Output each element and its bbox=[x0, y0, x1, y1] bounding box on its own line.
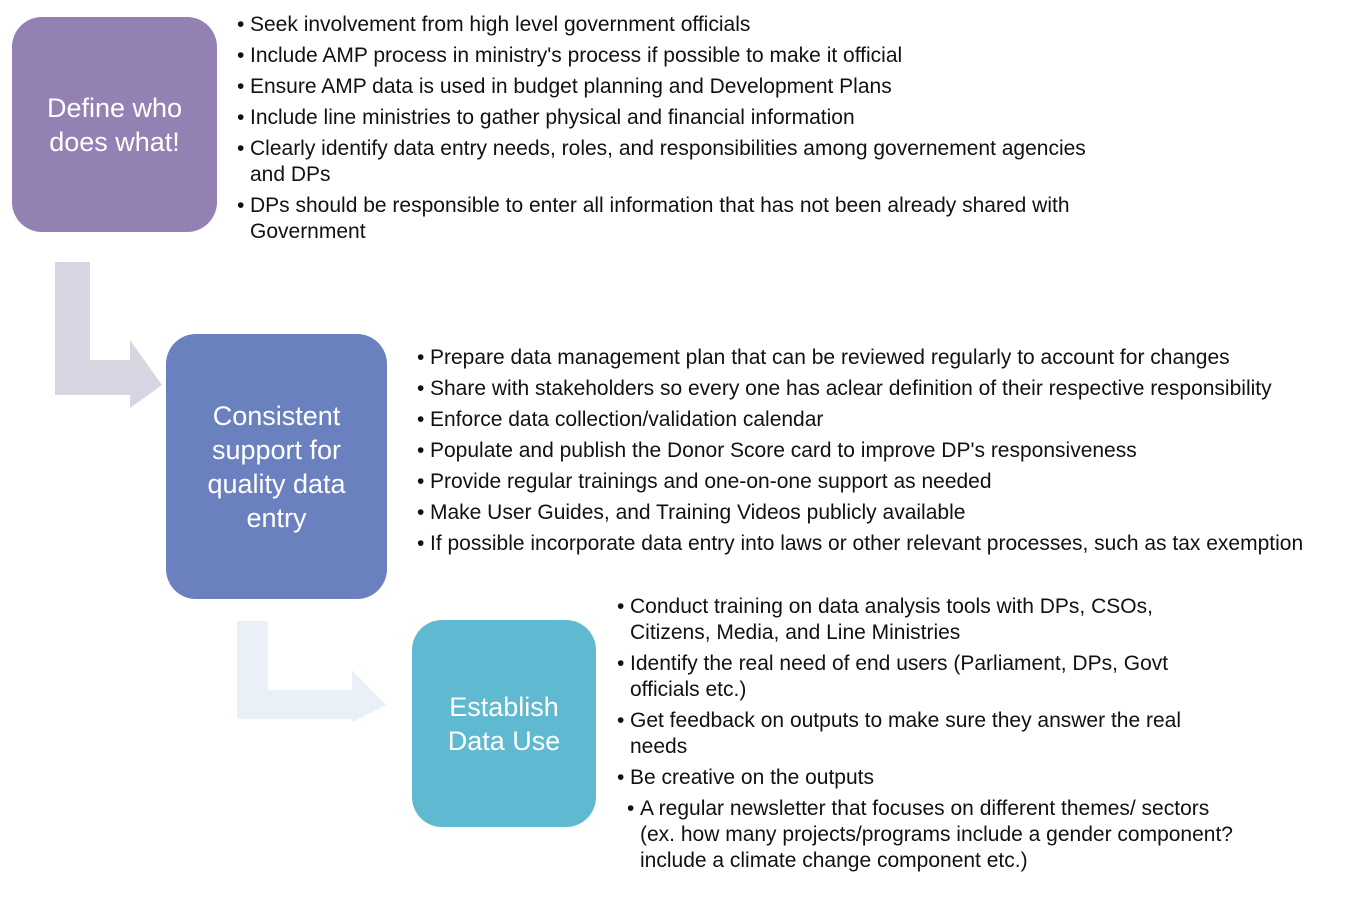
bullet-item: • Be creative on the outputs bbox=[618, 765, 1238, 791]
step-2-bullet-list bbox=[418, 345, 1348, 562]
bullet-item: • Include AMP process in ministry's process if possible to make it official bbox=[238, 43, 1108, 69]
bullet-item: • Seek involvement from high level government officials bbox=[238, 12, 1108, 38]
bullet-item: • Ensure AMP data is used in budget planning and Development Plans bbox=[238, 74, 1108, 100]
step-3-bullet-list bbox=[618, 594, 1238, 879]
sub-bullet-item: • A regular newsletter that focuses on different themes/ sectors (ex. how many projects/programs include a gender component? include a climate change component etc.) bbox=[628, 796, 1238, 874]
bullet-item: • Prepare data management plan that can be reviewed regularly to account for changes bbox=[418, 345, 1348, 371]
step-title: Establish Data Use bbox=[447, 691, 561, 756]
bullet-item: • Identify the real need of end users (Parliament, DPs, Govt officials etc.) bbox=[618, 651, 1238, 703]
bullet-item: • Get feedback on outputs to make sure they answer the real needs bbox=[618, 708, 1238, 760]
step-title: Define who does what! bbox=[46, 92, 183, 157]
bullet-item: • Share with stakeholders so every one has aclear definition of their respective responsibility bbox=[418, 376, 1348, 402]
step-box-define-who-does-what bbox=[12, 17, 217, 232]
step-box-consistent-support bbox=[166, 334, 387, 599]
bullet-item: • Populate and publish the Donor Score card to improve DP's responsiveness bbox=[418, 438, 1348, 464]
bullet-item: • Enforce data collection/validation calendar bbox=[418, 407, 1348, 433]
bent-arrow-step2-to-step3 bbox=[237, 621, 386, 722]
bullet-item: • Make User Guides, and Training Videos publicly available bbox=[418, 500, 1348, 526]
bullet-item: • DPs should be responsible to enter all information that has not been already shared with Government bbox=[238, 193, 1108, 245]
bullet-item: • If possible incorporate data entry into laws or other relevant processes, such as tax exemption bbox=[418, 531, 1348, 557]
bullet-item: • Clearly identify data entry needs, roles, and responsibilities among governement agencies and DPs bbox=[238, 136, 1108, 188]
bullet-item: • Include line ministries to gather physical and financial information bbox=[238, 105, 1108, 131]
bent-arrow-step1-to-step2 bbox=[55, 262, 162, 408]
step-1-bullet-list bbox=[238, 12, 1108, 250]
bullet-item: • Provide regular trainings and one-on-one support as needed bbox=[418, 469, 1348, 495]
step-box-establish-data-use bbox=[412, 620, 596, 827]
bullet-item: • Conduct training on data analysis tools with DPs, CSOs, Citizens, Media, and Line Ministries bbox=[618, 594, 1238, 646]
step-title: Consistent support for quality data entry bbox=[207, 400, 346, 533]
